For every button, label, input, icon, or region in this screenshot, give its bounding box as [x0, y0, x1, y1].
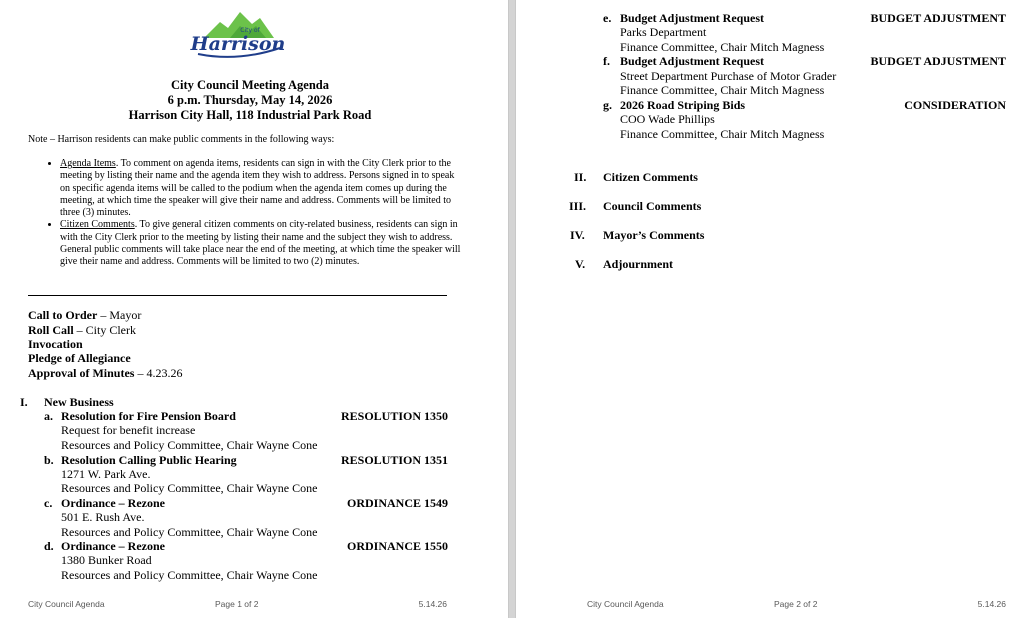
bullet-term: Agenda Items	[60, 158, 116, 169]
comment-methods-list	[46, 158, 462, 269]
section-title: Adjournment	[603, 257, 674, 271]
item-letter: d.	[44, 539, 54, 553]
section-title: Mayor’s Comments	[603, 228, 705, 242]
city-logo	[190, 8, 286, 60]
footer-left: City Council Agenda	[28, 599, 105, 609]
item-tag: RESOLUTION 1350	[340, 409, 448, 423]
public-comment-note: Note – Harrison residents can make public comments in the following ways:	[28, 134, 335, 145]
item-tag: BUDGET ADJUSTMENT	[870, 54, 1006, 68]
item-committee: Finance Committee, Chair Mitch Magness	[620, 83, 825, 97]
opening-pledge: Pledge of Allegiance	[28, 351, 131, 365]
footer-date: 5.14.26	[418, 599, 447, 609]
item-committee: Resources and Policy Committee, Chair Wayne Cone	[61, 481, 318, 495]
item-committee: Finance Committee, Chair Mitch Magness	[620, 127, 825, 141]
item-tag: RESOLUTION 1351	[340, 453, 448, 467]
item-title: Resolution Calling Public Hearing	[61, 453, 237, 467]
section-title: New Business	[44, 395, 114, 409]
footer-page-number: Page 2 of 2	[774, 599, 818, 609]
bullet-text: . To comment on agenda items, residents can sign in with the City Clerk prior to the meeting by listing their name and the agenda item they wish to address. Persons signed in to speak on specific agenda items will be called to the podium when the agenda item comes up during the meeting, at which time the speaker will give their name and address. Comments will be limited to three (3) minutes.	[60, 158, 455, 219]
logo-name: Harrison	[190, 33, 286, 55]
item-title: Ordinance – Rezone	[61, 539, 165, 553]
item-detail: Street Department Purchase of Motor Grader	[620, 69, 837, 83]
item-title: Ordinance – Rezone	[61, 496, 165, 510]
section-number: II.	[574, 170, 587, 184]
agenda-title: City Council Meeting Agenda	[171, 78, 329, 92]
item-committee: Finance Committee, Chair Mitch Magness	[620, 40, 825, 54]
page-gutter	[508, 0, 516, 618]
item-detail: 1271 W. Park Ave.	[61, 467, 151, 481]
footer-left: City Council Agenda	[587, 599, 664, 609]
document-page-1	[0, 0, 508, 618]
item-committee: Resources and Policy Committee, Chair Wayne Cone	[61, 568, 318, 582]
section-number: III.	[569, 199, 587, 213]
meeting-time: 6 p.m. Thursday, May 14, 2026	[167, 93, 333, 107]
item-title: Resolution for Fire Pension Board	[61, 409, 236, 423]
item-letter: g.	[603, 98, 612, 112]
item-committee: Resources and Policy Committee, Chair Wayne Cone	[61, 438, 318, 452]
opening-invocation: Invocation	[28, 337, 83, 351]
section-title: Council Comments	[603, 199, 702, 213]
list-item	[60, 158, 462, 219]
section-number: IV.	[570, 228, 585, 242]
list-item	[60, 219, 462, 268]
item-tag: CONSIDERATION	[904, 98, 1006, 112]
logo-city-text: City of	[240, 27, 260, 34]
item-letter: b.	[44, 453, 54, 467]
document-page-2	[516, 0, 1024, 618]
section-number: I.	[20, 395, 28, 409]
item-detail: Parks Department	[620, 25, 707, 39]
item-detail: Request for benefit increase	[61, 423, 196, 437]
item-title: Budget Adjustment Request	[620, 11, 765, 25]
item-letter: f.	[603, 54, 610, 68]
item-title: 2026 Road Striping Bids	[620, 98, 746, 112]
opening-roll-call: Roll Call – City Clerk	[28, 323, 137, 337]
meeting-location: Harrison City Hall, 118 Industrial Park Road	[128, 108, 372, 122]
item-tag: ORDINANCE 1549	[346, 496, 448, 510]
section-number: V.	[575, 257, 586, 271]
item-tag: BUDGET ADJUSTMENT	[870, 11, 1006, 25]
item-tag: ORDINANCE 1550	[346, 539, 448, 553]
footer-date: 5.14.26	[977, 599, 1006, 609]
divider	[28, 295, 447, 296]
item-detail: COO Wade Phillips	[620, 112, 715, 126]
item-letter: c.	[44, 496, 53, 510]
bullet-term: Citizen Comments	[60, 219, 135, 231]
item-committee: Resources and Policy Committee, Chair Wayne Cone	[61, 525, 318, 539]
opening-call-to-order: Call to Order – Mayor	[28, 308, 142, 322]
bullet-text: . To give general citizen comments on city-related business, residents can sign in with the City Clerk prior to the meeting by listing their name and the subject they wish to address. General public comments will take place near the end of the meeting, at which time the speaker will give their name and address. Comments will be limited to two (2) minutes.	[60, 219, 461, 268]
section-title: Citizen Comments	[603, 170, 698, 184]
footer-page-number: Page 1 of 2	[215, 599, 259, 609]
opening-approval-of-minutes: Approval of Minutes – 4.23.26	[28, 366, 183, 380]
item-detail: 501 E. Rush Ave.	[61, 510, 145, 524]
item-detail: 1380 Bunker Road	[61, 553, 152, 567]
item-letter: a.	[44, 409, 53, 423]
item-title: Budget Adjustment Request	[620, 54, 765, 68]
item-letter: e.	[603, 11, 612, 25]
